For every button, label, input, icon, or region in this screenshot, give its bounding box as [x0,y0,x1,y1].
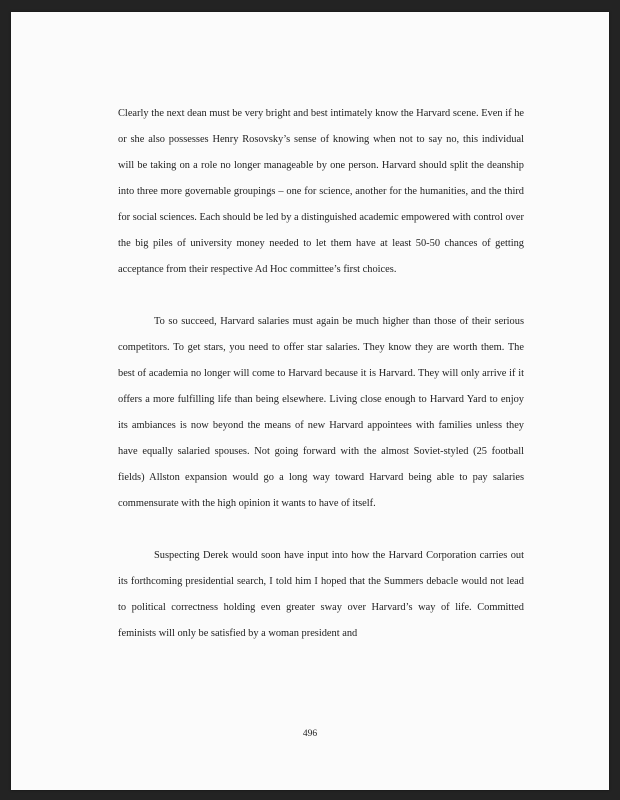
document-page [11,12,609,790]
paragraph-3: Suspecting Derek would soon have input into how the Harvard Corporation carries out its forthcoming presidential search, I told him I hoped that the Summers debacle would not lead to political correctness holding even greater sway over Harvard’s way of life. Committed feminists will only be satisfied by a woman president and [118,550,524,639]
page-number: 496 [302,729,318,739]
document-body [118,101,524,647]
paragraph-1: Clearly the next dean must be very bright and best intimately know the Harvard scene. Even if he or she also possesses Henry Rosovsky’s sense of knowing when not to say no, this individual will be taking on a role no longer manageable by one person. Harvard should split the deanship into three more governable groupings – one for science, another for the humanities, and the third for social sciences. Each should be led by a distinguished academic empowered with control over the big piles of university money needed to let them have at least 50-50 chances of getting acceptance from their respective Ad Hoc committee’s first choices. [118,108,524,275]
paragraph-2: To so succeed, Harvard salaries must again be much higher than those of their serious competitors. To get stars, you need to offer star salaries. They know they are worth them. The best of academia no longer will come to Harvard because it is Harvard. They will only arrive if it offers a more fulfilling life than being elsewhere. Living close enough to Harvard Yard to enjoy its ambiances is now beyond the means of new Harvard appointees with families unless they have equally salaried spouses. Not going forward with the almost Soviet-styled (25 football fields) Allston expansion would go a long way toward Harvard being able to pay salaries commensurate with the high opinion it wants to have of itself. [118,316,524,509]
